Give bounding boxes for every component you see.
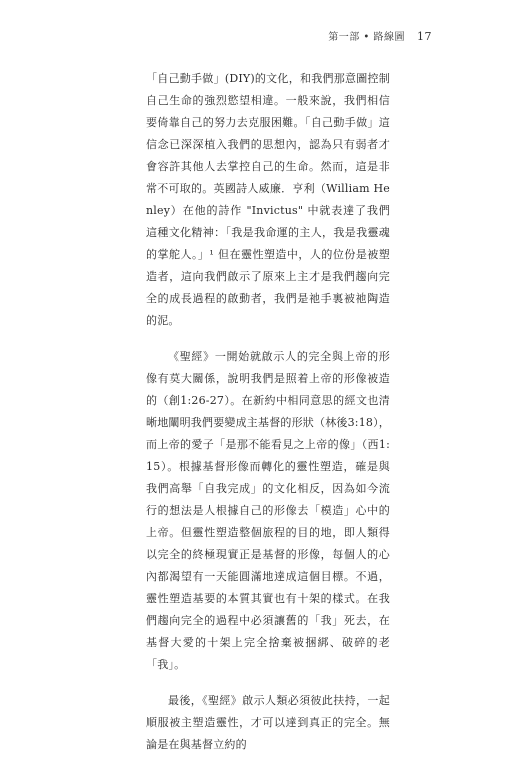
paragraph-mutual-support: 最後，《聖經》啟示人類必須彼此扶持，一起順服被主塑造靈性，才可以達到真正的完全。無論是在與基督立約的 bbox=[146, 694, 390, 751]
body-text bbox=[146, 68, 390, 770]
paragraph-image-of-god: 《聖經》一開始就啟示人的完全與上帝的形像有莫大關係，說明我們是照着上帝的形像被造的（創1:26-27）。在新約中相同意思的經文也清晰地闡明我們要變成主基督的形狀（林後3:18），而上帝的愛子「是那不能看見之上帝的像」（西1:15）。根據基督形像而轉化的靈性塑造，確是與我們高舉「自我完成」的文化相反，因為如今流行的想法是人根據自己的形像去「模造」心中的上帝。但靈性塑造整個旅程的目的地，即人類得以完全的終極現實正是基督的形像，每個人的心內都渴望有一天能圓滿地達成這個目標。不過，靈性塑造基要的本質其實也有十架的樣式。在我們趨向完全的過程中必須讓舊的「我」死去，在基督大愛的十架上完全捨棄被捆綁、破碎的老「我」。 bbox=[146, 350, 391, 671]
paragraph-diy-culture: 「自己動手做」(DIY)的文化，和我們那意圖控制自己生命的強烈慾望相違。一般來說，我們相信要倚靠自己的努力去克服困難。「自己動手做」這信念已深深植入我們的思想內，認為只有弱者才會容許其他人去掌控自己的生命。然而，這是非常不可取的。英國詩人威廉．亨利（William Henley）在他的詩作 "Invictus" 中就表達了我們這種文化精神：「我是我命運的主人，我是我靈魂的掌舵人。」¹ 但在靈性塑造中，人的位份是被塑造者，這向我們啟示了原來上主才是我們趨向完全的成長過程的啟動者，我們是祂手裏被祂陶造的泥。 bbox=[146, 72, 390, 327]
running-header bbox=[328, 28, 432, 43]
running-head-title: 第一部 • 路線圖 bbox=[328, 32, 405, 43]
page-number: 17 bbox=[417, 30, 432, 43]
